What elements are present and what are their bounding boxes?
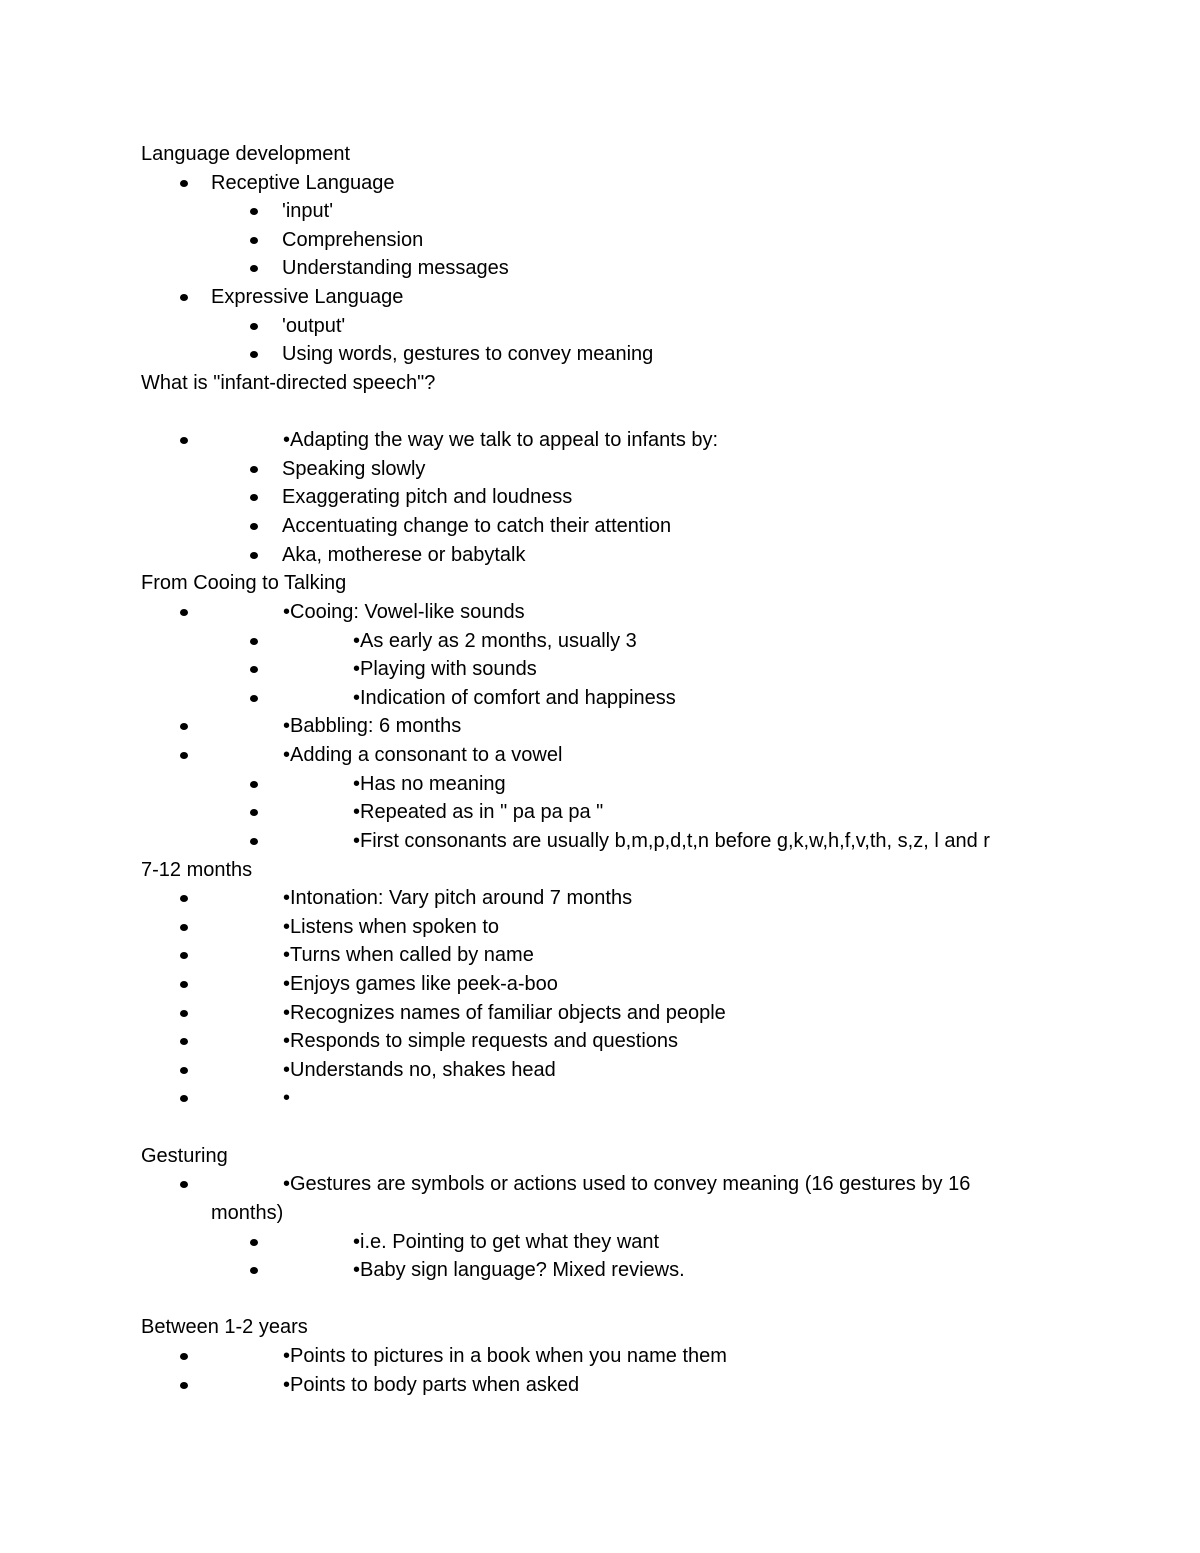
section-heading: Between 1-2 years bbox=[141, 1316, 308, 1338]
list-bullet-icon bbox=[180, 1038, 188, 1045]
list-bullet-icon bbox=[250, 695, 258, 702]
list-item-text: months) bbox=[211, 1202, 284, 1224]
section-heading: From Cooing to Talking bbox=[141, 572, 347, 594]
list-bullet-icon bbox=[180, 723, 188, 730]
list-item-text: Aka, motherese or babytalk bbox=[282, 544, 526, 566]
list-item-text: •Gestures are symbols or actions used to convey meaning (16 gestures by 16 bbox=[283, 1173, 971, 1195]
list-item-text: Accentuating change to catch their attention bbox=[282, 515, 672, 537]
list-bullet-icon bbox=[180, 437, 188, 444]
list-item-text: •Indication of comfort and happiness bbox=[353, 687, 676, 709]
list-bullet-icon bbox=[180, 1010, 188, 1017]
list-item-text: •Baby sign language? Mixed reviews. bbox=[353, 1259, 685, 1281]
list-item-text: Comprehension bbox=[282, 229, 424, 251]
list-item-text: •Adapting the way we talk to appeal to infants by: bbox=[283, 429, 719, 451]
list-bullet-icon bbox=[180, 1067, 188, 1074]
section-heading: Gesturing bbox=[141, 1145, 228, 1167]
list-item-text: Receptive Language bbox=[211, 172, 395, 194]
list-bullet-icon bbox=[250, 1239, 258, 1246]
list-item-text: •Points to body parts when asked bbox=[283, 1374, 580, 1396]
list-item-text: •First consonants are usually b,m,p,d,t,n before g,k,w,h,f,v,th, s,z, l and r bbox=[353, 830, 990, 852]
list-bullet-icon bbox=[180, 895, 188, 902]
list-item-text: •Points to pictures in a book when you name them bbox=[283, 1345, 727, 1367]
list-bullet-icon bbox=[250, 351, 258, 358]
list-bullet-icon bbox=[180, 609, 188, 616]
list-bullet-icon bbox=[250, 1267, 258, 1274]
section-heading: What is "infant-directed speech"? bbox=[141, 372, 436, 394]
list-item-text: Exaggerating pitch and loudness bbox=[282, 486, 573, 508]
list-item-text: •Listens when spoken to bbox=[283, 916, 500, 938]
list-item-text: 'input' bbox=[282, 200, 334, 222]
list-bullet-icon bbox=[250, 494, 258, 501]
list-item-text: •Understands no, shakes head bbox=[283, 1059, 556, 1081]
list-item-text: Expressive Language bbox=[211, 286, 404, 308]
list-item-text: •Intonation: Vary pitch around 7 months bbox=[283, 887, 633, 909]
list-bullet-icon bbox=[250, 638, 258, 645]
list-item-text: •Recognizes names of familiar objects and people bbox=[283, 1002, 726, 1024]
list-bullet-icon bbox=[250, 466, 258, 473]
list-item-text: •Adding a consonant to a vowel bbox=[283, 744, 563, 766]
list-item-text: •Has no meaning bbox=[353, 773, 506, 795]
list-bullet-icon bbox=[250, 809, 258, 816]
list-bullet-icon bbox=[180, 981, 188, 988]
list-item-text: •As early as 2 months, usually 3 bbox=[353, 630, 637, 652]
list-bullet-icon bbox=[250, 208, 258, 215]
list-item-text: •Enjoys games like peek-a-boo bbox=[283, 973, 558, 995]
section-heading: Language development bbox=[141, 143, 351, 165]
list-bullet-icon bbox=[180, 294, 188, 301]
list-item-text: •Responds to simple requests and questions bbox=[283, 1030, 679, 1052]
list-item-text: • bbox=[283, 1087, 291, 1109]
list-item-text: 'output' bbox=[282, 315, 346, 337]
list-bullet-icon bbox=[180, 752, 188, 759]
list-item-text: •i.e. Pointing to get what they want bbox=[353, 1231, 660, 1253]
list-bullet-icon bbox=[250, 781, 258, 788]
list-item-text: •Playing with sounds bbox=[353, 658, 537, 680]
list-bullet-icon bbox=[250, 523, 258, 530]
list-bullet-icon bbox=[250, 237, 258, 244]
section-heading: 7-12 months bbox=[141, 859, 253, 881]
list-bullet-icon bbox=[180, 1382, 188, 1389]
list-item-text: •Babbling: 6 months bbox=[283, 715, 462, 737]
list-bullet-icon bbox=[250, 838, 258, 845]
list-bullet-icon bbox=[180, 952, 188, 959]
list-item-text: Speaking slowly bbox=[282, 458, 426, 480]
list-item-text: Understanding messages bbox=[282, 257, 509, 279]
list-bullet-icon bbox=[250, 265, 258, 272]
list-item-text: Using words, gestures to convey meaning bbox=[282, 343, 654, 365]
list-bullet-icon bbox=[180, 1095, 188, 1102]
list-item-text: •Cooing: Vowel-like sounds bbox=[283, 601, 525, 623]
list-bullet-icon bbox=[180, 1181, 188, 1188]
list-bullet-icon bbox=[250, 666, 258, 673]
list-bullet-icon bbox=[250, 323, 258, 330]
list-bullet-icon bbox=[180, 180, 188, 187]
list-bullet-icon bbox=[180, 1353, 188, 1360]
list-item-text: •Turns when called by name bbox=[283, 944, 534, 966]
list-bullet-icon bbox=[180, 924, 188, 931]
list-item-text: •Repeated as in " pa pa pa " bbox=[353, 801, 604, 823]
list-bullet-icon bbox=[250, 552, 258, 559]
